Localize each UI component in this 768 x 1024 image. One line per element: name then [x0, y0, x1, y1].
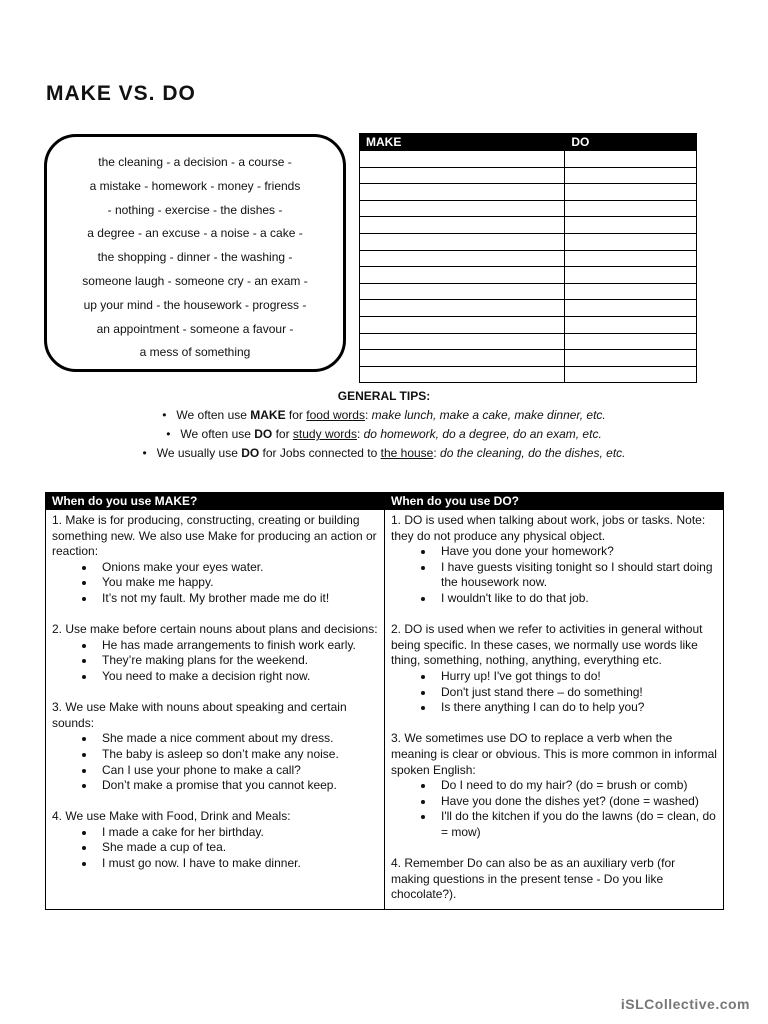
do-answer-cell[interactable] [565, 267, 697, 284]
make-answer-cell[interactable] [360, 283, 565, 300]
make-answer-cell[interactable] [360, 184, 565, 201]
tip-item [0, 444, 768, 463]
make-answer-cell[interactable] [360, 350, 565, 367]
make-rule-section [52, 622, 378, 684]
example-item: • I made a cake for her birthday. [96, 825, 378, 841]
tip-keyword: food words [306, 408, 365, 422]
make-answer-cell[interactable] [360, 167, 565, 184]
make-rule-section [52, 700, 378, 794]
rule-text: 1. Make is for producing, constructing, creating or building [52, 513, 360, 527]
tip-text [176, 406, 605, 425]
make-answer-cell[interactable] [360, 151, 565, 168]
tip-item [0, 406, 768, 425]
example-item: • Don’t make a promise that you cannot keep. [96, 778, 378, 794]
do-answer-cell[interactable] [565, 366, 697, 383]
watermark: iSLCollective.com [620, 996, 750, 1012]
make-answer-cell[interactable] [360, 300, 565, 317]
make-answer-cell[interactable] [360, 316, 565, 333]
word-box-line: a degree - an excuse - a noise - a cake - [87, 226, 303, 241]
bullet-icon: • [162, 408, 167, 422]
example-item: • It’s not my fault. My brother made me do it! [96, 591, 378, 607]
word-box [44, 134, 346, 372]
rule-text: 1. DO is used when talking about work, jobs or tasks. [391, 513, 674, 527]
example-item: • You make me happy. [96, 575, 378, 591]
example-item: • You need to make a decision right now. [96, 669, 378, 685]
example-item: • He has made arrangements to finish work early. [96, 638, 378, 654]
sort-table-row [360, 233, 697, 250]
do-answer-cell[interactable] [565, 333, 697, 350]
tip-examples: make lunch, make a cake, make dinner, etc. [368, 408, 606, 422]
make-column-header: MAKE [360, 134, 565, 151]
tip-examples: do homework, do a degree, do an exam, etc. [360, 427, 602, 441]
make-answer-cell[interactable] [360, 217, 565, 234]
word-box-line: the shopping - dinner - the washing - [97, 250, 293, 265]
do-answer-cell[interactable] [565, 233, 697, 250]
bullet-icon: • [166, 427, 171, 441]
word-box-line: someone laugh - someone cry - an exam - [82, 273, 308, 288]
word-box-line: - nothing - exercise - the dishes - [107, 202, 283, 217]
tip-mid: for Jobs connected to [259, 446, 381, 460]
sort-table-row [360, 217, 697, 234]
example-item: • Is there anything I can do to help you? [435, 700, 717, 716]
do-rules-header: When do you use DO? [385, 493, 724, 510]
make-rule-section [52, 513, 378, 607]
example-item: • Have you done your homework? [435, 544, 717, 560]
make-rules-column [46, 510, 385, 910]
do-answer-cell[interactable] [565, 283, 697, 300]
sort-table-row [360, 350, 697, 367]
example-item: • They’re making plans for the weekend. [96, 653, 378, 669]
do-answer-cell[interactable] [565, 300, 697, 317]
make-rules-header: When do you use MAKE? [46, 493, 385, 510]
sort-table-row [360, 316, 697, 333]
sort-table-row [360, 167, 697, 184]
rule-text: 2. DO is used when we refer to activities in general without being specific. In these cases, we normally use words like thing, something, nothing, anything, everything etc. [391, 622, 703, 668]
do-answer-cell[interactable] [565, 350, 697, 367]
bullet-icon: • [142, 446, 147, 460]
do-rule-section [391, 622, 717, 716]
make-answer-cell[interactable] [360, 250, 565, 267]
example-item: • Can I use your phone to make a call? [96, 763, 378, 779]
rule-text: something new. [52, 528, 136, 543]
example-list [52, 638, 378, 685]
tip-verb: DO [241, 446, 260, 460]
example-item: • Don't just stand there – do something! [435, 685, 717, 701]
do-answer-cell[interactable] [565, 167, 697, 184]
tip-text [180, 425, 601, 444]
example-item: • I have guests visiting tonight so I should start doing the housework now. [435, 560, 717, 591]
word-box-line: a mistake - homework - money - friends [89, 178, 301, 193]
make-do-sort-table [359, 133, 697, 383]
word-box-line: the cleaning - a decision - a course - [98, 155, 292, 169]
tip-mid: for [285, 408, 307, 422]
tip-examples: do the cleaning, do the dishes, etc. [436, 446, 626, 460]
example-item: • Have you done the dishes yet? (done = washed) [435, 794, 717, 810]
example-item: • Do I need to do my hair? (do = brush or comb) [435, 778, 717, 794]
sort-table-row [360, 333, 697, 350]
do-answer-cell[interactable] [565, 217, 697, 234]
example-list [391, 544, 717, 606]
tip-verb: MAKE [250, 408, 286, 422]
rule-text: 3. We sometimes use DO to replace a verb when the meaning is clear or obvious. This is more common in informal spoken English: [391, 731, 717, 777]
do-rule-section [391, 856, 717, 903]
do-answer-cell[interactable] [565, 250, 697, 267]
tip-prefix: We often use [180, 427, 255, 441]
example-list [391, 778, 717, 840]
tip-keyword: the house [380, 446, 434, 460]
example-list [52, 825, 378, 872]
example-item: • I'll do the kitchen if you do the lawns (do = clean, do = mow) [435, 809, 717, 840]
rule-text: 2. Use make before certain nouns about plans and decisions: [52, 622, 378, 637]
example-item: • Hurry up! I've got things to do! [435, 669, 717, 685]
example-item: • Onions make your eyes water. [96, 560, 378, 576]
example-item: • I must go now. I have to make dinner. [96, 856, 378, 872]
make-answer-cell[interactable] [360, 333, 565, 350]
tip-prefix: We often use [176, 408, 251, 422]
rule-text: Note: they do not produce any physical object. [391, 513, 706, 543]
example-list [52, 731, 378, 793]
rules-table [45, 492, 724, 910]
sort-table-row [360, 366, 697, 383]
do-column-header: DO [565, 134, 697, 151]
make-answer-cell[interactable] [360, 366, 565, 383]
do-answer-cell[interactable] [565, 184, 697, 201]
example-item: • I wouldn't like to do that job. [435, 591, 717, 607]
tip-verb: DO [254, 427, 273, 441]
tip-item [0, 425, 768, 444]
example-item: • She made a cup of tea. [96, 840, 378, 856]
rule-text: 4. Remember Do can also be as an auxiliary verb (for making questions in the present tense - Do you like chocolate?). [391, 856, 676, 902]
tip-colon: : [364, 408, 369, 422]
do-answer-cell[interactable] [565, 151, 697, 168]
example-list [52, 560, 378, 607]
rule-text: 4. We use Make with Food, Drink and Meals: [52, 809, 291, 824]
sort-table-body [360, 151, 697, 383]
make-answer-cell[interactable] [360, 200, 565, 217]
tips-heading: GENERAL TIPS: [337, 389, 431, 403]
do-rule-section [391, 731, 717, 840]
sort-table-row [360, 283, 697, 300]
sort-table-row [360, 267, 697, 284]
example-item: • She made a nice comment about my dress. [96, 731, 378, 747]
example-list [391, 669, 717, 716]
word-box-line: up your mind - the housework - progress - [83, 297, 307, 312]
tip-colon: : [433, 446, 437, 460]
rule-text: We also use Make for producing an action or reaction: [52, 528, 377, 559]
general-tips [0, 389, 768, 463]
tip-colon: : [356, 427, 361, 441]
tip-mid: for [272, 427, 293, 441]
page-title: MAKE VS. DO [46, 82, 196, 105]
do-rule-section [391, 513, 717, 607]
do-answer-cell[interactable] [565, 316, 697, 333]
tip-keyword: study words [292, 427, 357, 441]
make-answer-cell[interactable] [360, 267, 565, 284]
tips-list [0, 406, 768, 463]
sort-table-row [360, 200, 697, 217]
rule-text: 3. We use Make with nouns about speaking and certain sounds: [52, 700, 347, 730]
sort-table-row [360, 300, 697, 317]
word-box-line: a mess of something [139, 345, 251, 360]
example-item: • The baby is asleep so don’t make any noise. [96, 747, 378, 763]
sort-table-row [360, 184, 697, 201]
sort-table-row [360, 151, 697, 168]
make-answer-cell[interactable] [360, 233, 565, 250]
make-rule-section [52, 809, 378, 871]
do-answer-cell[interactable] [565, 200, 697, 217]
tip-text [157, 444, 626, 463]
do-rules-column [385, 510, 724, 910]
tip-prefix: We usually use [156, 446, 242, 460]
word-box-line: an appointment - someone a favour - [96, 321, 294, 336]
sort-table-row [360, 250, 697, 267]
